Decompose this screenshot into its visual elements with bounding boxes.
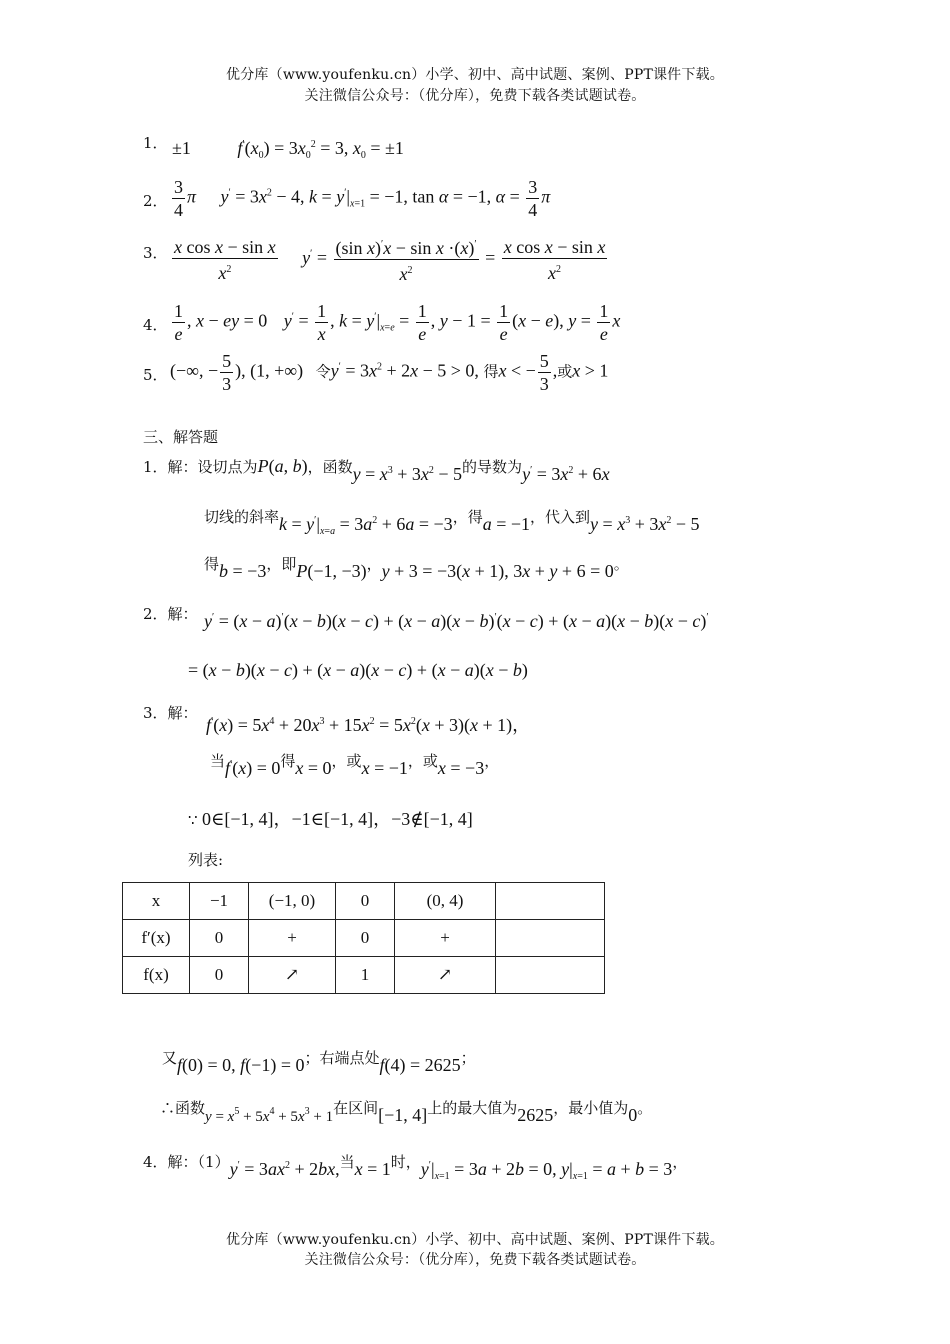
q1-text-3: 的导数为 (462, 458, 523, 476)
q1-number: 1． (143, 458, 168, 476)
because-symbol: ∵ (188, 811, 198, 829)
q1-text-2: ，函数 (307, 458, 353, 476)
q2-formula-1: y′ = (x − a)′(x − b)(x − c) + (x − a)(x − b)′(x − c) + (x − a)(x − b)(x − c)′ (204, 611, 709, 631)
q3-end-text-5: 上的最大值为 (427, 1099, 518, 1117)
table-cell: ↗ (249, 957, 336, 994)
q1-text-5: ，得 (452, 508, 483, 526)
table-cell: f(x) (123, 957, 190, 994)
table-cell: 0 (336, 920, 395, 957)
q2-text-1: 解： (167, 605, 198, 623)
fill-2-formula: $\frac{3}{4}$ π $y' = 3x^2 - 4$, $k = y'|_{x=1} = -1$, tan α = −1, α = $\frac{3}{4}$ π (174, 177, 551, 220)
fill-1-number: 1． (143, 134, 168, 152)
q1-text-4: 切线的斜率 (204, 508, 280, 526)
q3-text-1: 解： (167, 704, 198, 722)
q3-end-text-3: ∴函数 (160, 1099, 206, 1117)
section-title: 三、解答题 (143, 428, 219, 446)
table-cell: (0, 4) (395, 883, 496, 920)
min-value: 0 (628, 1105, 638, 1125)
table-cell: (−1, 0) (249, 883, 336, 920)
q3-text-5: ，或 (407, 752, 438, 770)
fill-4-number: 4． (143, 316, 168, 334)
q3-end-text-4: 在区间 (333, 1099, 379, 1117)
header-line-1: 优分库（www.youfenku.cn）小学、初中、高中试题、案例、PPT课件下载。 (226, 67, 724, 83)
table-cell: 0 (190, 920, 249, 957)
sign-table (122, 882, 605, 994)
table-cell: ↗ (395, 957, 496, 994)
table-cell (496, 883, 605, 920)
fill-5-number: 5． (143, 366, 168, 384)
q3-line-2: 当f′(x) = 0得x = 0，或x = −1，或x = −3， (210, 752, 500, 778)
fill-4-formula: $\frac{1}{e}$ , x − ey = 0 y′ = $\frac{1}{x}$ , $k = y'|_{x=e}$ = $\frac{1}{e}$ , y − 1 = $\frac{1}{e}$ (x − e), y = $\frac{1}{e}$ x (174, 301, 621, 344)
table-cell: + (395, 920, 496, 957)
table-cell (496, 920, 605, 957)
q3-text-3: 得 (280, 752, 296, 770)
q4-line-1: 4．解：$(1)y' = 3ax^2 + 2bx$,当x = 1时，$y'|_{x=1} = 3a + 2b = 0$, $y|_{x=1} = a + b = 3$， (143, 1153, 688, 1182)
q3-conclusion-1: 又f(0) = 0, f(−1) = 0；右端点处f(4) = 2625； (162, 1049, 476, 1075)
q1-text-8: ，即 (266, 555, 297, 573)
q3-end-text-6: ，最小值为 (553, 1099, 629, 1117)
q3-line-1 (143, 702, 198, 723)
q3-formula-1: $f'(x) = 5x^4 + 20x^3 + 15x^2 = 5x^2(x + 3)(x + 1)$， (206, 715, 531, 735)
table-row (123, 957, 605, 994)
table-row (123, 883, 605, 920)
table-cell: f′(x) (123, 920, 190, 957)
q3-end-text-1: 又 (162, 1049, 178, 1067)
q3-line-3: ∵ 0∈[−1, 4]，−1∈[−1, 4]，−3∉[−1, 4] (188, 809, 473, 829)
q3-end-text-2: ；右端点处 (304, 1049, 380, 1067)
table-cell: 0 (336, 883, 395, 920)
list-label: 列表: (188, 851, 224, 869)
table-cell: 0 (190, 957, 249, 994)
fill-3-number: 3． (143, 244, 168, 262)
table-cell (496, 957, 605, 994)
table-cell: −1 (190, 883, 249, 920)
q1-text-6: ，代入到 (530, 508, 591, 526)
table-row (123, 920, 605, 957)
fill-2-number: 2． (143, 192, 168, 210)
max-value: 2625 (517, 1105, 554, 1125)
q2-number: 2． (143, 605, 168, 623)
q1-line-3: 得b = −3，即P(−1, −3)，y + 3 = −3(x + 1), 3x + y + 6 = 0。 (204, 555, 629, 581)
fill-3-formula: $\frac{\text{x cos x − sin x}}{x^2}$ y′ = $\frac{(\sin x)'x - \sin x \cdot(x)'}{x^2}$ = $\frac{\text{x cos x − sin x}}{x^2}$ (170, 234, 609, 285)
q3-text-4: ，或 (331, 752, 362, 770)
q4-text-1: 解：（1） (167, 1153, 230, 1171)
fill-5-formula: (−∞, − $\frac{5}{3}$ ), (1, +∞) 令$y' = 3x^2 + 2x - 5 > 0$, 得x < − $\frac{5}{3}$ ,或x > 1 (170, 351, 609, 394)
q1-line-2: 切线的斜率$k = y'|_{x=a} = 3a^2 + 6a = -3$，得a = −1，代入到$y = x^3 + 3x^2 - 5$ (204, 508, 700, 537)
q2-formula-2: = (x − b)(x − c) + (x − a)(x − c) + (x − a)(x − b) (188, 660, 528, 680)
q3-number: 3． (143, 704, 168, 722)
q1-text-1: 解：设切点为 (167, 458, 258, 476)
q3-conclusion-2: ∴函数$y = x^5 + 5x^4 + 5x^3 + 1$在区间[−1, 4]上的最大值为2625，最小值为0。 (160, 1099, 653, 1125)
q2-line-1 (143, 603, 198, 624)
table-cell: + (249, 920, 336, 957)
header-line-2: 关注微信公众号：（优分库），免费下载各类试题试卷。 (304, 88, 646, 104)
q1-line-1: 1．解：设切点为P(a, b)，函数$y = x^3 + 3x^2 - 5$的导数为$y' = 3x^2 + 6x$ (143, 456, 610, 484)
q3-text-2: 当 (210, 752, 226, 770)
q4-text-3: 时， (390, 1153, 421, 1171)
q4-number: 4． (143, 1153, 168, 1171)
q4-text-2: 当 (339, 1153, 355, 1171)
q1-text-7: 得 (204, 555, 220, 573)
table-cell: x (123, 883, 190, 920)
table-cell: 1 (336, 957, 395, 994)
footer-line-1: 优分库（www.youfenku.cn）小学、初中、高中试题、案例、PPT课件下载。 (226, 1232, 724, 1248)
fill-1-formula: ±1 $f'(x_0) = 3x_0^2 = 3$, $x_0 = \pm 1$ (172, 138, 404, 161)
footer-line-2: 关注微信公众号：（优分库），免费下载各类试题试卷。 (304, 1252, 646, 1268)
